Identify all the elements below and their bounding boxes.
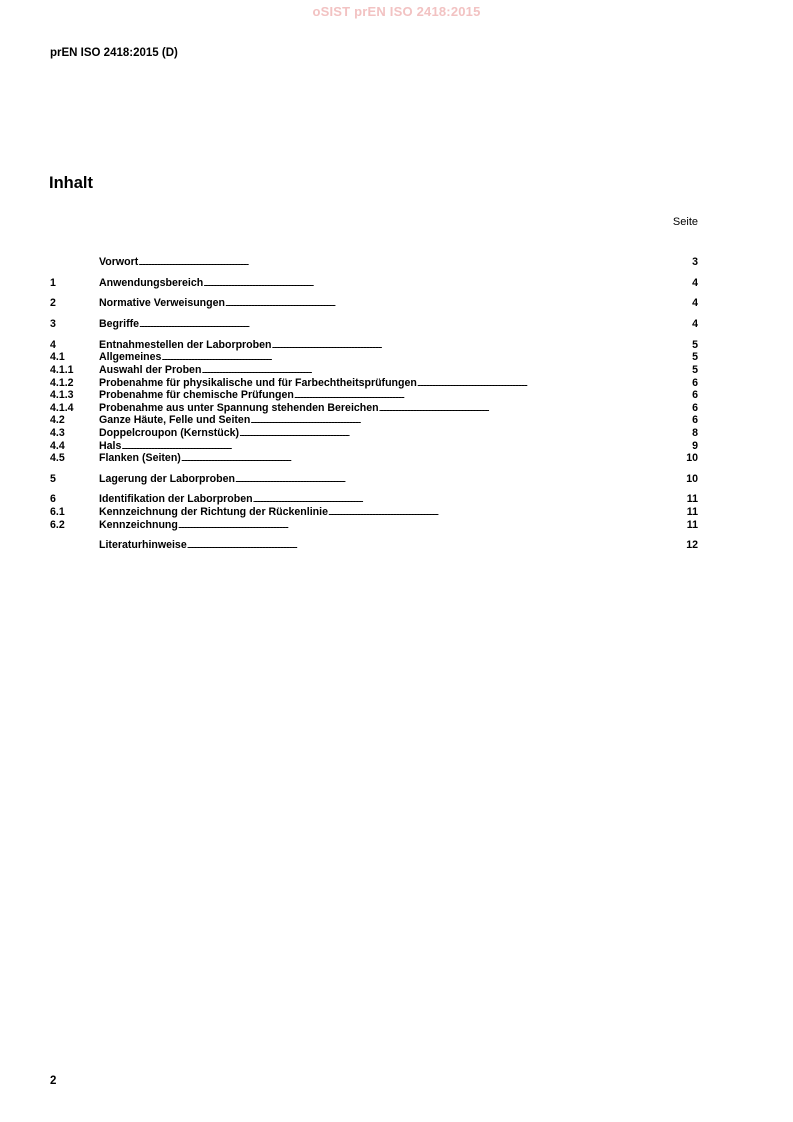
toc-entry-title: Anwendungsbereich: [99, 276, 204, 289]
toc-entry-page: 6: [692, 376, 698, 389]
toc-entry-title: Begriffe: [99, 318, 140, 331]
toc-entry-page: 10: [686, 452, 698, 465]
toc-entry-4[interactable]: [50, 339, 698, 352]
toc-entry-title: Auswahl der Proben: [99, 363, 202, 376]
toc-entry-number: 4.4: [50, 439, 65, 452]
toc-leader-dots: [203, 277, 692, 290]
toc-entry-4-1-3[interactable]: [50, 389, 698, 402]
toc-leader-dots: [187, 539, 686, 552]
toc-entry-2[interactable]: [50, 297, 698, 310]
toc-entry-title: Entnahmestellen der Laborproben: [99, 338, 272, 351]
document-header: prEN ISO 2418:2015 (D): [50, 47, 178, 59]
toc-entry-4-2[interactable]: [50, 414, 698, 427]
table-of-contents: [50, 256, 698, 552]
page-number: 2: [50, 1075, 57, 1087]
toc-entry-number: 4.5: [50, 452, 65, 465]
toc-leader-dots: [138, 256, 692, 269]
toc-entry-title: Hals: [99, 439, 122, 452]
toc-entry-number: 5: [50, 472, 56, 485]
toc-entry-page: 11: [686, 506, 698, 519]
toc-entry-number: 6.2: [50, 518, 65, 531]
toc-entry-title: Vorwort: [99, 256, 139, 268]
toc-entry-page: 5: [692, 351, 698, 364]
toc-entry-3[interactable]: [50, 318, 698, 331]
toc-entry-page: 3: [692, 256, 698, 268]
toc-leader-dots: [253, 493, 687, 506]
toc-entry-page: 5: [692, 338, 698, 351]
toc-entry-vorwort[interactable]: [50, 256, 698, 269]
toc-entry-number: 4: [50, 338, 56, 351]
toc-leader-dots: [161, 351, 692, 364]
toc-leader-dots: [239, 427, 692, 440]
toc-entry-1[interactable]: [50, 277, 698, 290]
toc-entry-page: 5: [692, 363, 698, 376]
toc-leader-dots: [139, 318, 692, 331]
toc-entry-number: 6.1: [50, 506, 65, 519]
toc-leader-dots: [294, 389, 692, 402]
toc-entry-number: 6: [50, 493, 56, 506]
toc-entry-4-1-1[interactable]: [50, 364, 698, 377]
toc-entry-page: 4: [692, 318, 698, 331]
toc-entry-6-1[interactable]: [50, 506, 698, 519]
toc-leader-dots: [235, 473, 686, 486]
toc-entry-number: 4.3: [50, 426, 65, 439]
toc-entry-page: 6: [692, 401, 698, 414]
toc-entry-number: 4.1.4: [50, 401, 74, 414]
toc-entry-title: Flanken (Seiten): [99, 452, 181, 465]
watermark: oSIST prEN ISO 2418:2015: [312, 4, 481, 19]
toc-entry-page: 4: [692, 276, 698, 289]
toc-entry-page: 11: [686, 493, 698, 506]
toc-entry-title: Probenahme für chemische Prüfungen: [99, 389, 294, 402]
toc-entry-page: 9: [692, 439, 698, 452]
toc-leader-dots: [121, 440, 692, 453]
toc-entry-title: Literaturhinweise: [99, 539, 187, 552]
toc-entry-page: 6: [692, 414, 698, 427]
toc-leader-dots: [271, 339, 692, 352]
toc-entry-number: 4.1: [50, 351, 65, 364]
toc-entry-page: 6: [692, 389, 698, 402]
toc-entry-page: 10: [686, 472, 698, 485]
toc-entry-6[interactable]: [50, 493, 698, 506]
toc-entry-title: Identifikation der Laborproben: [99, 493, 253, 506]
toc-entry-literaturhinweise[interactable]: [50, 539, 698, 552]
toc-entry-page: 11: [686, 518, 698, 531]
toc-entry-title: Ganze Häute, Felle und Seiten: [99, 414, 251, 427]
toc-leader-dots: [379, 402, 692, 415]
toc-entry-number: 1: [50, 276, 56, 289]
toc-leader-dots: [328, 506, 687, 519]
toc-entry-5[interactable]: [50, 473, 698, 486]
toc-entry-4-1-4[interactable]: [50, 402, 698, 415]
toc-entry-title: Normative Verweisungen: [99, 297, 225, 310]
toc-entry-4-5[interactable]: [50, 452, 698, 465]
page-column-label: Seite: [672, 216, 698, 228]
toc-entry-page: 4: [692, 297, 698, 310]
toc-leader-dots: [225, 297, 692, 310]
toc-entry-title: Lagerung der Laborproben: [99, 472, 235, 485]
toc-entry-number: 4.1.3: [50, 389, 74, 402]
toc-entry-title: Doppelcroupon (Kernstück): [99, 426, 240, 439]
toc-entry-4-4[interactable]: [50, 440, 698, 453]
toc-entry-page: 8: [692, 426, 698, 439]
toc-leader-dots: [178, 519, 687, 532]
toc-entry-number: 4.1.2: [50, 376, 74, 389]
toc-entry-title: Allgemeines: [99, 351, 162, 364]
toc-entry-title: Probenahme aus unter Spannung stehenden Bereichen: [99, 401, 379, 414]
toc-leader-dots: [250, 414, 692, 427]
toc-entry-6-2[interactable]: [50, 519, 698, 532]
toc-entry-number: 4.2: [50, 414, 65, 427]
toc-leader-dots: [201, 364, 692, 377]
toc-entry-number: 3: [50, 318, 56, 331]
toc-entry-4-3[interactable]: [50, 427, 698, 440]
toc-entry-title: Probenahme für physikalische und für Farbechtheitsprüfungen: [99, 376, 417, 389]
toc-leader-dots: [181, 452, 686, 465]
toc-leader-dots: [417, 377, 692, 390]
toc-entry-4-1-2[interactable]: [50, 377, 698, 390]
toc-title: Inhalt: [49, 174, 93, 192]
toc-entry-number: 4.1.1: [50, 363, 74, 376]
toc-entry-page: 12: [686, 539, 698, 552]
toc-entry-title: Kennzeichnung: [99, 518, 178, 531]
toc-entry-title: Kennzeichnung der Richtung der Rückenlinie: [99, 506, 328, 519]
toc-entry-4-1[interactable]: [50, 351, 698, 364]
toc-entry-number: 2: [50, 297, 56, 310]
